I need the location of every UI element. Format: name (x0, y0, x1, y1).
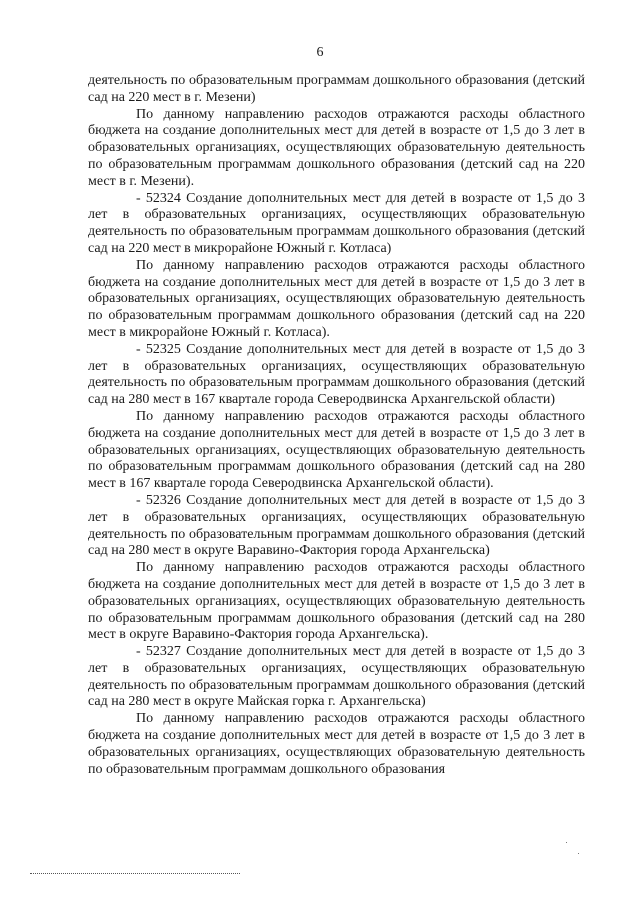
page-number: 6 (316, 45, 324, 60)
paragraph: По данному направлению расходов отражаются расходы областного бюджета на создание дополнительных мест для детей в возрасте от 1,5 до 3 лет в образовательных организациях, осуществляющих образовательную деятельность по образовательным программам дошкольного образования (детский сад на 280 мест в округе Варавино-Фактория города Архангельска). (88, 560, 585, 643)
document-body (88, 73, 585, 778)
paragraph: По данному направлению расходов отражаются расходы областного бюджета на создание дополнительных мест для детей в возрасте от 1,5 до 3 лет в образовательных организациях, осуществляющих образовательную деятельность по образовательным программам дошкольного образования (детский сад на 280 мест в 167 квартале города Северодвинска Архангельской области). (88, 408, 585, 492)
paragraph: - 52327 Создание дополнительных мест для детей в возрасте от 1,5 до 3 лет в образовательных организациях, осуществляющих образовательную деятельность по образовательным программам дошкольного образования (детский сад на 280 мест в округе Майская горка г. Архангельска) (88, 644, 585, 710)
paragraph: деятельность по образовательным программам дошкольного образования (детский сад на 220 мест в г. Мезени) (88, 73, 585, 105)
paragraph: По данному направлению расходов отражаются расходы областного бюджета на создание дополнительных мест для детей в возрасте от 1,5 до 3 лет в образовательных организациях, осуществляющих образовательную деятельность по образовательным программам дошкольного образования (88, 711, 585, 777)
paragraph: - 52326 Создание дополнительных мест для детей в возрасте от 1,5 до 3 лет в образовательных организациях, осуществляющих образовательную деятельность по образовательным программам дошкольного образования (детский сад на 280 мест в округе Варавино-Фактория города Архангельска) (88, 492, 585, 559)
footer-rule (30, 873, 240, 874)
paragraph: - 52325 Создание дополнительных мест для детей в возрасте от 1,5 до 3 лет в образовательных организациях, осуществляющих образовательную деятельность по образовательным программам дошкольного образования (детский сад на 280 мест в 167 квартале города Северодвинска Архангельской области) (88, 341, 585, 408)
paragraph: По данному направлению расходов отражаются расходы областного бюджета на создание дополнительных мест для детей в возрасте от 1,5 до 3 лет в образовательных организациях, осуществляющих образовательную деятельность по образовательным программам дошкольного образования (детский сад на 220 мест в г. Мезени). (88, 106, 585, 189)
paragraph: - 52324 Создание дополнительных мест для детей в возрасте от 1,5 до 3 лет в образовательных организациях, осуществляющих образовательную деятельность по образовательным программам дошкольного образования (детский сад на 220 мест в микрорайоне Южный г. Котласа) (88, 190, 585, 256)
scan-speck (578, 853, 579, 854)
scan-speck (566, 842, 567, 843)
paragraph: По данному направлению расходов отражаются расходы областного бюджета на создание дополнительных мест для детей в возрасте от 1,5 до 3 лет в образовательных организациях, осуществляющих образовательную деятельность по образовательным программам дошкольного образования (детский сад на 220 мест в микрорайоне Южный г. Котласа). (88, 257, 585, 340)
